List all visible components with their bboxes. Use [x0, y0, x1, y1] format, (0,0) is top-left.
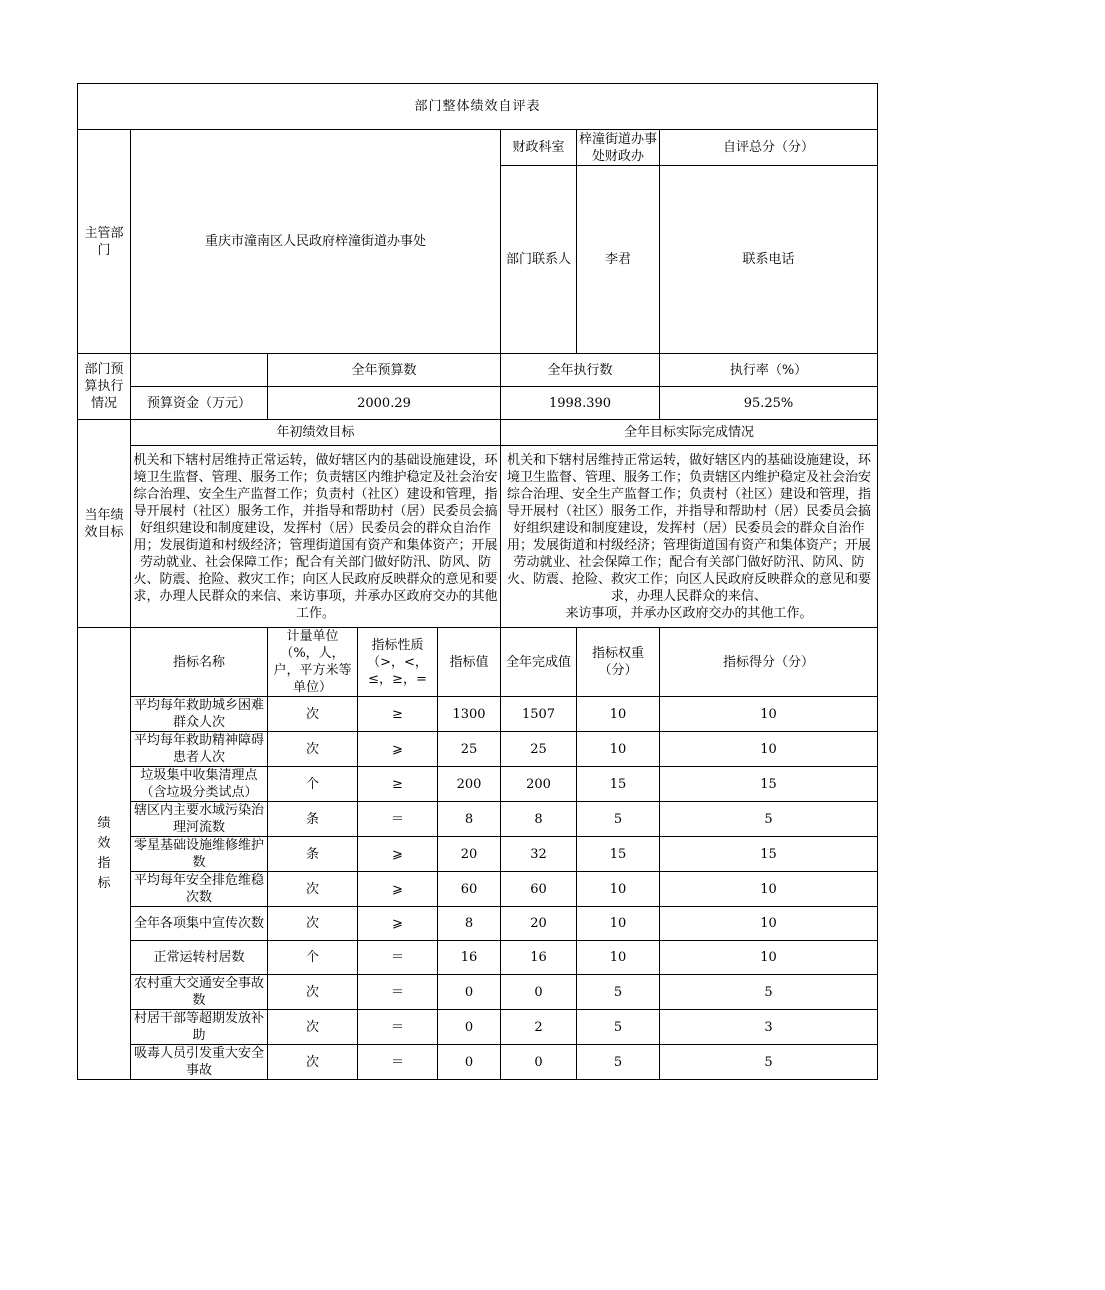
indicator-actual: 25 — [501, 732, 577, 767]
indicator-actual: 0 — [501, 975, 577, 1010]
self-evaluation-table — [77, 83, 878, 1080]
header-target: 指标值 — [438, 628, 501, 697]
indicator-unit: 条 — [268, 837, 358, 872]
budget-label: 部门预算执行情况 — [78, 354, 131, 420]
phone-label: 联系电话 — [660, 166, 878, 354]
dept-name: 重庆市潼南区人民政府梓潼街道办事处 — [131, 130, 501, 354]
header-actual: 全年完成值 — [501, 628, 577, 697]
table-row — [78, 975, 878, 1010]
indicator-nature: ＝ — [358, 975, 438, 1010]
indicator-score: 5 — [660, 975, 878, 1010]
indicator-nature: ≥ — [358, 767, 438, 802]
contact-name: 李君 — [577, 166, 660, 354]
indicator-weight: 5 — [577, 975, 660, 1010]
budget-value-row — [78, 387, 878, 420]
indicator-target: 8 — [438, 802, 501, 837]
indicator-name: 辖区内主要水域污染治理河流数 — [131, 802, 268, 837]
budget-col-annual: 全年预算数 — [268, 354, 501, 387]
table-row — [78, 1010, 878, 1045]
indicator-target: 8 — [438, 907, 501, 941]
indicator-nature: ＝ — [358, 1045, 438, 1080]
indicator-score: 10 — [660, 907, 878, 941]
indicator-name: 全年各项集中宣传次数 — [131, 907, 268, 941]
goals-header-row — [78, 420, 878, 446]
indicator-weight: 5 — [577, 1010, 660, 1045]
table-row — [78, 697, 878, 732]
indicator-unit: 条 — [268, 802, 358, 837]
office-label: 财政科室 — [501, 130, 577, 166]
indicator-nature: ⩾ — [358, 837, 438, 872]
table-row — [78, 941, 878, 975]
table-row — [78, 837, 878, 872]
indicator-actual: 60 — [501, 872, 577, 907]
indicator-score: 3 — [660, 1010, 878, 1045]
indicator-weight: 5 — [577, 802, 660, 837]
indicator-actual: 20 — [501, 907, 577, 941]
indicator-weight: 15 — [577, 767, 660, 802]
indicator-target: 25 — [438, 732, 501, 767]
indicator-actual: 2 — [501, 1010, 577, 1045]
indicator-weight: 10 — [577, 907, 660, 941]
indicator-weight: 5 — [577, 1045, 660, 1080]
indicator-nature: ＝ — [358, 802, 438, 837]
indicator-actual: 1507 — [501, 697, 577, 732]
goals-actual-text-main: 机关和下辖村居维持正常运转，做好辖区内的基础设施建设，环境卫生监督、管理、服务工作；负责辖区内维护稳定及社会治安综合治理、安全生产监督工作；负责村（社区）建设和管理，指导开展村（社区）服务工作，并指导和帮助村（居）民委员会搞好组织建设和制度建设，发挥村（居）民委员会的群众自治作用；发展街道和村级经济；管理街道国有资产和集体资产；开展劳动就业、社会保障工作；配合有关部门做好防汛、防风、防火、防震、抢险、救灾工作；向区人民政府反映群众的意见和要求，办理人民群众的来信、 — [507, 452, 872, 604]
header-score: 指标得分（分） — [660, 628, 878, 697]
indicator-name: 垃圾集中收集清理点（含垃圾分类试点） — [131, 767, 268, 802]
indicator-target: 16 — [438, 941, 501, 975]
indicator-actual: 0 — [501, 1045, 577, 1080]
indicator-unit: 次 — [268, 1045, 358, 1080]
indicator-nature: ＝ — [358, 941, 438, 975]
indicator-nature: ⩾ — [358, 907, 438, 941]
indicator-target: 20 — [438, 837, 501, 872]
indicator-nature: ＝ — [358, 1010, 438, 1045]
indicator-score: 15 — [660, 837, 878, 872]
indicator-unit: 次 — [268, 697, 358, 732]
indicator-nature: ⩾ — [358, 872, 438, 907]
indicator-unit: 次 — [268, 732, 358, 767]
indicator-name: 正常运转村居数 — [131, 941, 268, 975]
indicators-label-text: 绩效指标 — [97, 815, 111, 891]
indicator-name: 村居干部等超期发放补助 — [131, 1010, 268, 1045]
budget-rate: 95.25% — [660, 387, 878, 420]
indicator-actual: 16 — [501, 941, 577, 975]
indicator-actual: 8 — [501, 802, 577, 837]
indicator-unit: 次 — [268, 975, 358, 1010]
dept-label: 主管部门 — [78, 130, 131, 354]
indicator-name: 平均每年安全排危维稳次数 — [131, 872, 268, 907]
header-name: 指标名称 — [131, 628, 268, 697]
indicator-target: 60 — [438, 872, 501, 907]
indicator-unit: 次 — [268, 872, 358, 907]
indicator-target: 0 — [438, 1045, 501, 1080]
indicator-header-row — [78, 628, 878, 697]
budget-col-exec: 全年执行数 — [501, 354, 660, 387]
indicator-weight: 10 — [577, 872, 660, 907]
goals-actual-text — [501, 446, 878, 628]
header-nature: 指标性质（>，<，≤，≥，= — [358, 628, 438, 697]
indicator-score: 5 — [660, 1045, 878, 1080]
goals-initial-text: 机关和下辖村居维持正常运转，做好辖区内的基础设施建设，环境卫生监督、管理、服务工作；负责辖区内维护稳定及社会治安综合治理、安全生产监督工作；负责村（社区）建设和管理，指导开展村（社区）服务工作，并指导和帮助村（居）民委员会搞好组织建设和制度建设，发挥村（居）民委员会的群众自治作用；发展街道和村级经济；管理街道国有资产和集体资产；开展劳动就业、社会保障工作；配合有关部门做好防汛、防风、防火、防震、抢险、救灾工作；向区人民政府反映群众的意见和要求，办理人民群众的来信、来访事项，并承办区政府交办的其他工作。 — [131, 446, 501, 628]
indicator-weight: 15 — [577, 837, 660, 872]
indicator-target: 0 — [438, 1010, 501, 1045]
table-row — [78, 1045, 878, 1080]
header-unit: 计量单位（%，人，户，平方米等单位） — [268, 628, 358, 697]
indicator-score: 10 — [660, 941, 878, 975]
goals-actual-text-tail: 来访事项，并承办区政府交办的其他工作。 — [565, 605, 813, 621]
office-value: 梓潼街道办事处财政办 — [577, 130, 660, 166]
indicator-score: 10 — [660, 732, 878, 767]
indicator-name: 平均每年救助城乡困难群众人次 — [131, 697, 268, 732]
score-label: 自评总分（分） — [660, 130, 878, 166]
indicator-target: 200 — [438, 767, 501, 802]
indicator-nature: ≥ — [358, 697, 438, 732]
indicator-unit: 次 — [268, 1010, 358, 1045]
goals-initial-header: 年初绩效目标 — [131, 420, 501, 446]
indicator-name: 农村重大交通安全事故数 — [131, 975, 268, 1010]
goals-actual-header: 全年目标实际完成情况 — [501, 420, 878, 446]
indicator-unit: 次 — [268, 907, 358, 941]
indicator-score: 10 — [660, 697, 878, 732]
indicator-weight: 10 — [577, 941, 660, 975]
indicator-target: 1300 — [438, 697, 501, 732]
indicator-name: 吸毒人员引发重大安全事故 — [131, 1045, 268, 1080]
indicator-weight: 10 — [577, 697, 660, 732]
indicator-actual: 32 — [501, 837, 577, 872]
budget-row-label: 预算资金（万元） — [131, 387, 268, 420]
contact-label: 部门联系人 — [501, 166, 577, 354]
indicator-target: 0 — [438, 975, 501, 1010]
table-row — [78, 732, 878, 767]
indicator-name: 零星基础设施维修维护数 — [131, 837, 268, 872]
budget-blank-cell — [131, 354, 268, 387]
goals-label: 当年绩效目标 — [78, 420, 131, 628]
indicator-name: 平均每年救助精神障碍患者人次 — [131, 732, 268, 767]
goals-text-row — [78, 446, 878, 628]
table-row — [78, 872, 878, 907]
page-title: 部门整体绩效自评表 — [78, 84, 878, 130]
indicators-label — [78, 628, 131, 1080]
budget-exec: 1998.390 — [501, 387, 660, 420]
budget-col-rate: 执行率（%） — [660, 354, 878, 387]
table-row — [78, 907, 878, 941]
indicator-unit: 个 — [268, 941, 358, 975]
indicator-score: 10 — [660, 872, 878, 907]
dept-row-1 — [78, 130, 878, 166]
title-row — [78, 84, 878, 130]
indicator-score: 15 — [660, 767, 878, 802]
indicator-actual: 200 — [501, 767, 577, 802]
table-row — [78, 767, 878, 802]
header-weight: 指标权重（分） — [577, 628, 660, 697]
indicator-unit: 个 — [268, 767, 358, 802]
table-row — [78, 802, 878, 837]
indicator-weight: 10 — [577, 732, 660, 767]
budget-annual: 2000.29 — [268, 387, 501, 420]
budget-header-row — [78, 354, 878, 387]
indicator-score: 5 — [660, 802, 878, 837]
indicator-nature: ⩾ — [358, 732, 438, 767]
